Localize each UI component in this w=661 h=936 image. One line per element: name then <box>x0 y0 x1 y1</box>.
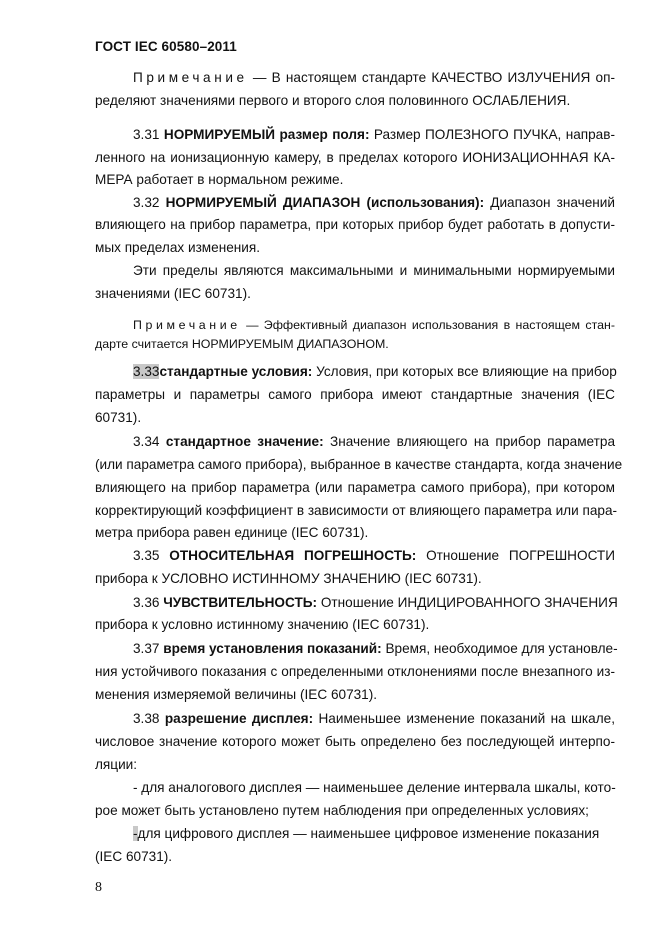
clause-3-33-line-1 <box>133 362 615 382</box>
clause-3-32-line-2: влияющего на прибор параметра, при которых прибор будет работать в допусти- <box>95 217 615 232</box>
list-item-analog-display <box>133 778 615 798</box>
clause-3-35-line-2: прибора к УСЛОВНО ИСТИННОМУ ЗНАЧЕНИЮ (IEC 60731). <box>95 571 482 586</box>
clause-3-38-line-1 <box>133 709 615 729</box>
clause-text: Отношение ИНДИЦИРОВАННОГО ЗНАЧЕНИЯ <box>317 595 618 610</box>
clause-number: 3.34 <box>133 434 160 449</box>
clause-term: стандартные условия: <box>159 364 313 379</box>
clause-term: время установления показаний: <box>163 641 382 656</box>
list-dash-highlighted: - <box>133 826 138 841</box>
note-2-text: — Эффективный диапазон использования в настоящем стан- <box>240 318 615 332</box>
clause-3-34-line-5: метра прибора равен единице (IEC 60731). <box>95 525 369 540</box>
list-item-text: для цифрового дисплея — наименьшее цифровое изменение показания <box>137 826 600 841</box>
list-item-text: для аналогового дисплея — наименьшее деление интервала шкалы, кото- <box>137 780 616 795</box>
clause-text: Размер ПОЛЕЗНОГО ПУЧКА, направ- <box>369 127 615 142</box>
page-number: 8 <box>95 880 102 895</box>
note-label: Примечание <box>133 70 248 85</box>
clause-3-32-line-1 <box>133 193 615 213</box>
clause-3-34-line-1 <box>133 432 615 452</box>
clause-3-34-line-3: влияющего на прибор параметра (или параметра самого прибора), при котором <box>95 480 615 495</box>
note-1-line-2: ределяют значениями первого и второго слоя половинного ОСЛАБЛЕНИЯ. <box>95 93 571 108</box>
clause-3-37-line-2: ния устойчивого показания с определенными отклонениями после внезапного из- <box>95 664 615 679</box>
list-item-digital-display-line-2: (IEC 60731). <box>95 849 173 864</box>
clause-3-38-line-3: ляции: <box>95 757 138 772</box>
clause-3-35-line-1 <box>133 546 615 566</box>
list-item-analog-display-line-2: рое может быть установлено путем наблюдения при определенных условиях; <box>95 803 589 818</box>
clause-number: 3.35 <box>133 548 160 563</box>
clause-3-37-line-3: менения измеряемой величины (IEC 60731). <box>95 687 378 702</box>
clause-3-32-line-3: мых пределах изменения. <box>95 240 261 255</box>
clause-3-38-line-2: числовое значение которого может быть определено без последующей интерпо- <box>95 734 615 749</box>
clause-3-31-line-2: ленного на ионизационную камеру, в пределах которого ИОНИЗАЦИОННАЯ КА- <box>95 150 615 165</box>
note-1-text: — В настоящем стандарте КАЧЕСТВО ИЗЛУЧЕНИЯ оп- <box>247 70 615 85</box>
clause-3-34-line-4: корректирующий коэффициент в зависимости от влияющего параметра или пара- <box>95 503 618 518</box>
clause-number: 3.38 <box>133 711 160 726</box>
list-item-digital-display <box>133 824 599 844</box>
clause-number: 3.31 <box>133 127 160 142</box>
clause-3-32-line-4: Эти пределы являются максимальными и минимальными нормируемыми <box>133 263 615 278</box>
clause-3-36-line-1 <box>133 593 618 613</box>
clause-3-31-line-1 <box>133 125 615 145</box>
clause-term: НОРМИРУЕМЫЙ размер поля: <box>163 127 370 142</box>
document-header-title: ГОСТ IEC 60580–2011 <box>95 39 237 54</box>
clause-text: Диапазон значений <box>484 195 615 210</box>
clause-text: Наименьшее изменение показаний на шкале, <box>313 711 615 726</box>
note-2-line-2: дарте считается НОРМИРУЕМЫМ ДИАПАЗОНОМ. <box>95 337 389 351</box>
clause-3-32-line-5: значениями (IEC 60731). <box>95 286 251 301</box>
clause-text: Значение влияющего на прибор параметра <box>323 434 616 449</box>
clause-number: 3.37 <box>133 641 160 656</box>
clause-term: ЧУВСТВИТЕЛЬНОСТЬ: <box>163 595 318 610</box>
clause-3-37-line-1 <box>133 639 618 659</box>
clause-3-34-line-2: (или параметра самого прибора), выбранное в качестве стандарта, когда значение <box>95 457 623 472</box>
clause-3-36-line-2: прибора к условно истинному значению (IEC 60731). <box>95 617 430 632</box>
clause-number-highlighted: 3.33 <box>133 364 160 379</box>
note-1-line-1 <box>133 68 615 88</box>
clause-text: Время, необходимое для установле- <box>381 641 618 656</box>
clause-3-33-line-3: 60731). <box>95 410 142 425</box>
list-dash: - <box>133 780 138 795</box>
clause-3-33-line-2: параметры и параметры самого прибора имеют стандартные значения (IEC <box>95 387 615 402</box>
clause-term: стандартное значение: <box>165 434 324 449</box>
clause-number: 3.36 <box>133 595 160 610</box>
clause-term: разрешение дисплея: <box>164 711 314 726</box>
note-label: Примечание <box>133 318 241 332</box>
clause-term: ОТНОСИТЕЛЬНАЯ ПОГРЕШНОСТЬ: <box>169 548 417 563</box>
clause-3-31-line-3: МЕРА работает в нормальном режиме. <box>95 172 344 187</box>
note-2-line-1 <box>133 315 615 335</box>
clause-text: Отношение ПОГРЕШНОСТИ <box>416 548 616 563</box>
clause-number: 3.32 <box>133 195 160 210</box>
clause-term: НОРМИРУЕМЫЙ ДИАПАЗОН (использования): <box>165 195 485 210</box>
clause-text: Условия, при которых все влияющие на прибор <box>312 364 617 379</box>
